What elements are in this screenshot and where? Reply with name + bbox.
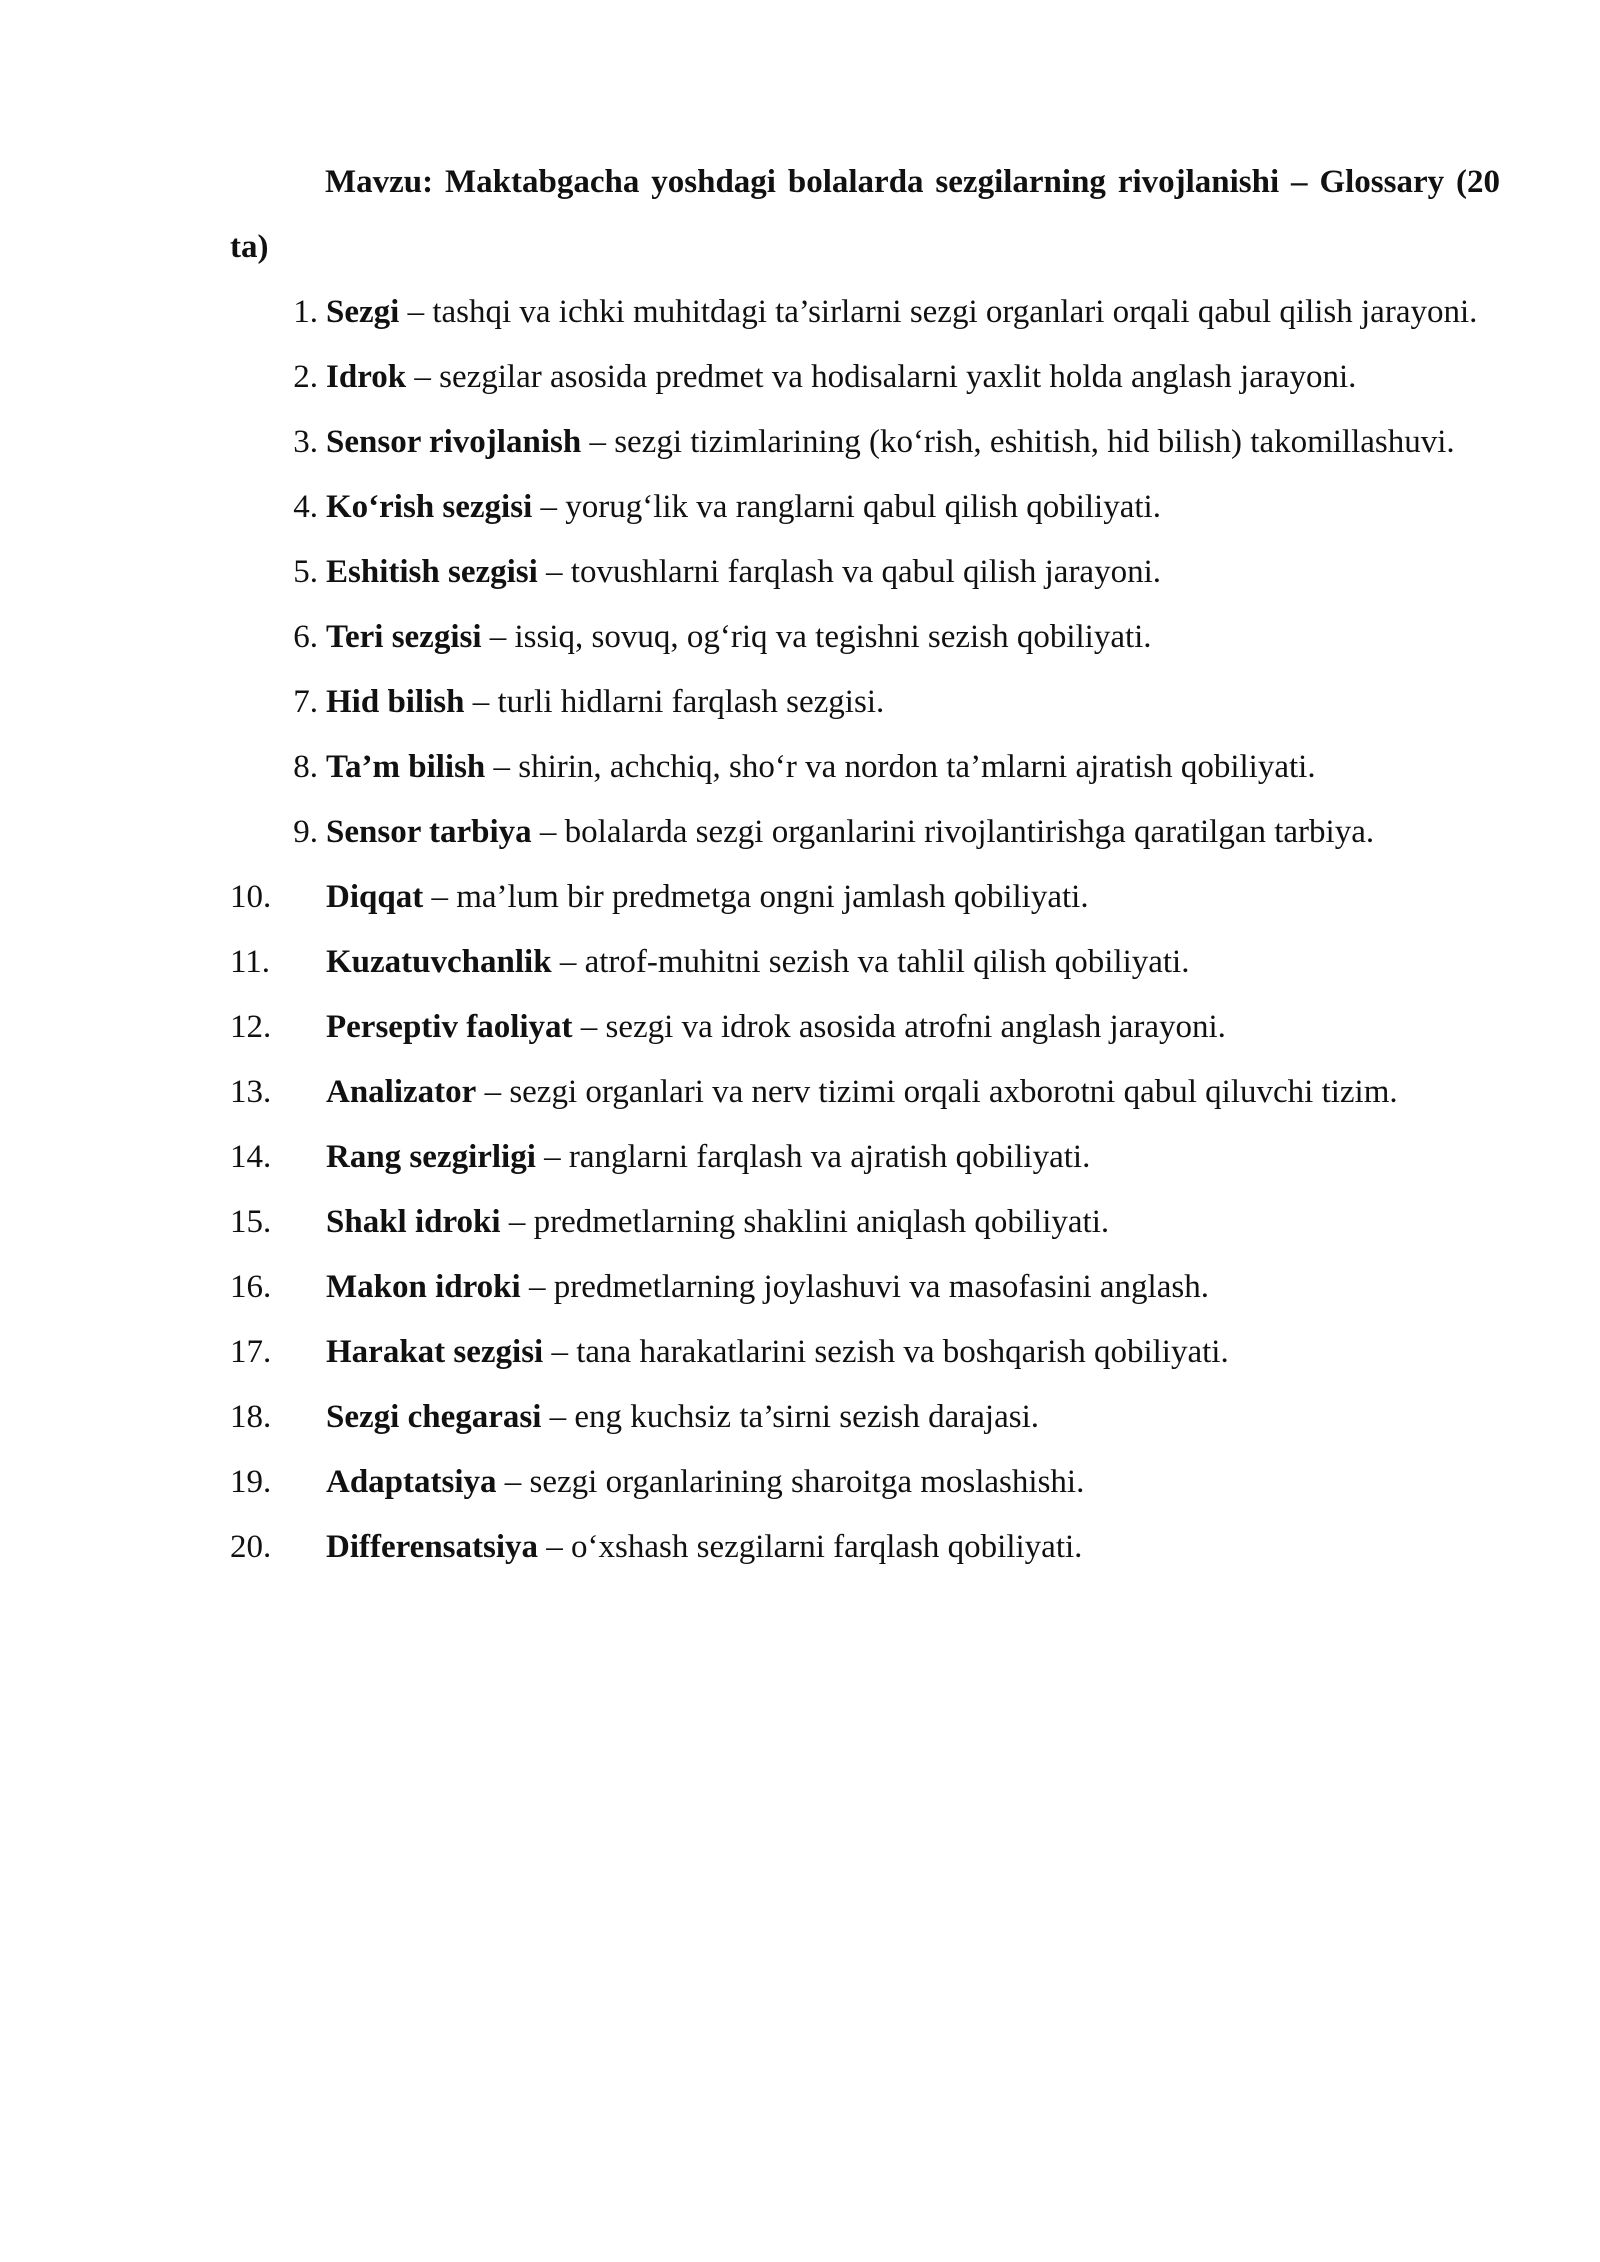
glossary-definition: – sezgi organlarining sharoitga moslashishi. xyxy=(496,1464,1085,1500)
item-number: 1. xyxy=(293,294,318,330)
item-number: 10. xyxy=(230,879,272,915)
glossary-term: Ta’m bilish xyxy=(326,749,486,785)
glossary-term: Rang sezgirligi xyxy=(326,1139,536,1175)
glossary-definition: – o‘xshash sezgilarni farqlash qobiliyati. xyxy=(538,1529,1083,1565)
glossary-term: Differensatsiya xyxy=(326,1529,539,1565)
glossary-term: Perseptiv faoliyat xyxy=(326,1009,573,1045)
item-number: 17. xyxy=(230,1334,272,1370)
item-number: 5. xyxy=(293,554,318,590)
glossary-term: Diqqat xyxy=(326,879,424,915)
glossary-definition: – eng kuchsiz ta’sirni sezish darajasi. xyxy=(541,1399,1039,1435)
glossary-definition: – turli hidlarni farqlash sezgisi. xyxy=(464,684,885,720)
glossary-definition: – atrof-muhitni sezish va tahlil qilish qobiliyati. xyxy=(551,944,1190,980)
glossary-definition: – tana harakatlarini sezish va boshqarish qobiliyati. xyxy=(543,1334,1229,1370)
glossary-item xyxy=(230,605,1500,670)
item-number: 11. xyxy=(230,944,271,980)
glossary-item xyxy=(230,1450,1500,1515)
glossary-list xyxy=(230,280,1500,1580)
glossary-definition: – shirin, achchiq, sho‘r va nordon ta’mlarni ajratish qobiliyati. xyxy=(485,749,1316,785)
glossary-item xyxy=(230,1320,1500,1385)
glossary-term: Sezgi chegarasi xyxy=(326,1399,542,1435)
item-number: 6. xyxy=(293,619,318,655)
glossary-item xyxy=(230,930,1500,995)
item-number: 2. xyxy=(293,359,318,395)
glossary-item xyxy=(230,865,1500,930)
glossary-definition: – issiq, sovuq, og‘riq va tegishni sezish qobiliyati. xyxy=(481,619,1152,655)
glossary-definition: – tovushlarni farqlash va qabul qilish jarayoni. xyxy=(537,554,1161,590)
glossary-item xyxy=(230,1385,1500,1450)
item-number: 19. xyxy=(230,1464,272,1500)
glossary-term: Teri sezgisi xyxy=(326,619,482,655)
glossary-term: Sensor rivojlanish xyxy=(326,424,582,460)
glossary-term: Sezgi xyxy=(326,294,400,330)
item-number: 18. xyxy=(230,1399,272,1435)
glossary-term: Harakat sezgisi xyxy=(326,1334,544,1370)
glossary-term: Hid bilish xyxy=(326,684,465,720)
glossary-term: Makon idroki xyxy=(326,1269,521,1305)
item-number: 20. xyxy=(230,1529,272,1565)
item-number: 15. xyxy=(230,1204,272,1240)
item-number: 9. xyxy=(293,814,318,850)
item-number: 14. xyxy=(230,1139,272,1175)
item-number: 4. xyxy=(293,489,318,525)
glossary-term: Analizator xyxy=(326,1074,477,1110)
glossary-item xyxy=(230,410,1500,475)
glossary-term: Eshitish sezgisi xyxy=(326,554,538,590)
glossary-item xyxy=(230,345,1500,410)
document-title: Mavzu: Maktabgacha yoshdagi bolalarda sezgilarning rivojlanishi – Glossary (20 ta) xyxy=(230,164,1500,265)
glossary-definition: – ranglarni farqlash va ajratish qobiliyati. xyxy=(535,1139,1091,1175)
glossary-definition: – predmetlarning joylashuvi va masofasini anglash. xyxy=(520,1269,1209,1305)
item-number: 7. xyxy=(293,684,318,720)
glossary-definition: – sezgi va idrok asosida atrofni anglash jarayoni. xyxy=(572,1009,1226,1045)
glossary-term: Adaptatsiya xyxy=(326,1464,497,1500)
glossary-item xyxy=(230,735,1500,800)
item-number: 16. xyxy=(230,1269,272,1305)
item-number: 3. xyxy=(293,424,318,460)
item-number: 12. xyxy=(230,1009,272,1045)
glossary-definition: – bolalarda sezgi organlarini rivojlantirishga qaratilgan tarbiya. xyxy=(531,814,1375,850)
item-number: 13. xyxy=(230,1074,272,1110)
glossary-definition: – predmetlarning shaklini aniqlash qobiliyati. xyxy=(500,1204,1110,1240)
glossary-item xyxy=(230,475,1500,540)
item-number: 8. xyxy=(293,749,318,785)
glossary-definition: – sezgi tizimlarining (ko‘rish, eshitish, hid bilish) takomillashuvi. xyxy=(581,424,1455,460)
glossary-definition: – ma’lum bir predmetga ongni jamlash qobiliyati. xyxy=(423,879,1089,915)
glossary-item xyxy=(230,280,1500,345)
glossary-item xyxy=(230,1060,1500,1125)
glossary-term: Shakl idroki xyxy=(326,1204,501,1240)
glossary-term: Sensor tarbiya xyxy=(326,814,532,850)
glossary-item xyxy=(230,995,1500,1060)
glossary-term: Ko‘rish sezgisi xyxy=(326,489,533,525)
glossary-definition: – sezgi organlari va nerv tizimi orqali axborotni qabul qiluvchi tizim. xyxy=(476,1074,1398,1110)
glossary-term: Idrok xyxy=(326,359,407,395)
glossary-definition: – sezgilar asosida predmet va hodisalarni yaxlit holda anglash jarayoni. xyxy=(406,359,1357,395)
glossary-item xyxy=(230,1125,1500,1190)
glossary-definition: – tashqi va ichki muhitdagi ta’sirlarni sezgi organlari orqali qabul qilish jarayoni. xyxy=(399,294,1478,330)
glossary-item xyxy=(230,1190,1500,1255)
glossary-item xyxy=(230,1255,1500,1320)
glossary-item xyxy=(230,540,1500,605)
glossary-definition: – yorug‘lik va ranglarni qabul qilish qobiliyati. xyxy=(532,489,1161,525)
glossary-item xyxy=(230,800,1500,865)
glossary-term: Kuzatuvchanlik xyxy=(326,944,552,980)
glossary-item xyxy=(230,670,1500,735)
glossary-item xyxy=(230,1515,1500,1580)
